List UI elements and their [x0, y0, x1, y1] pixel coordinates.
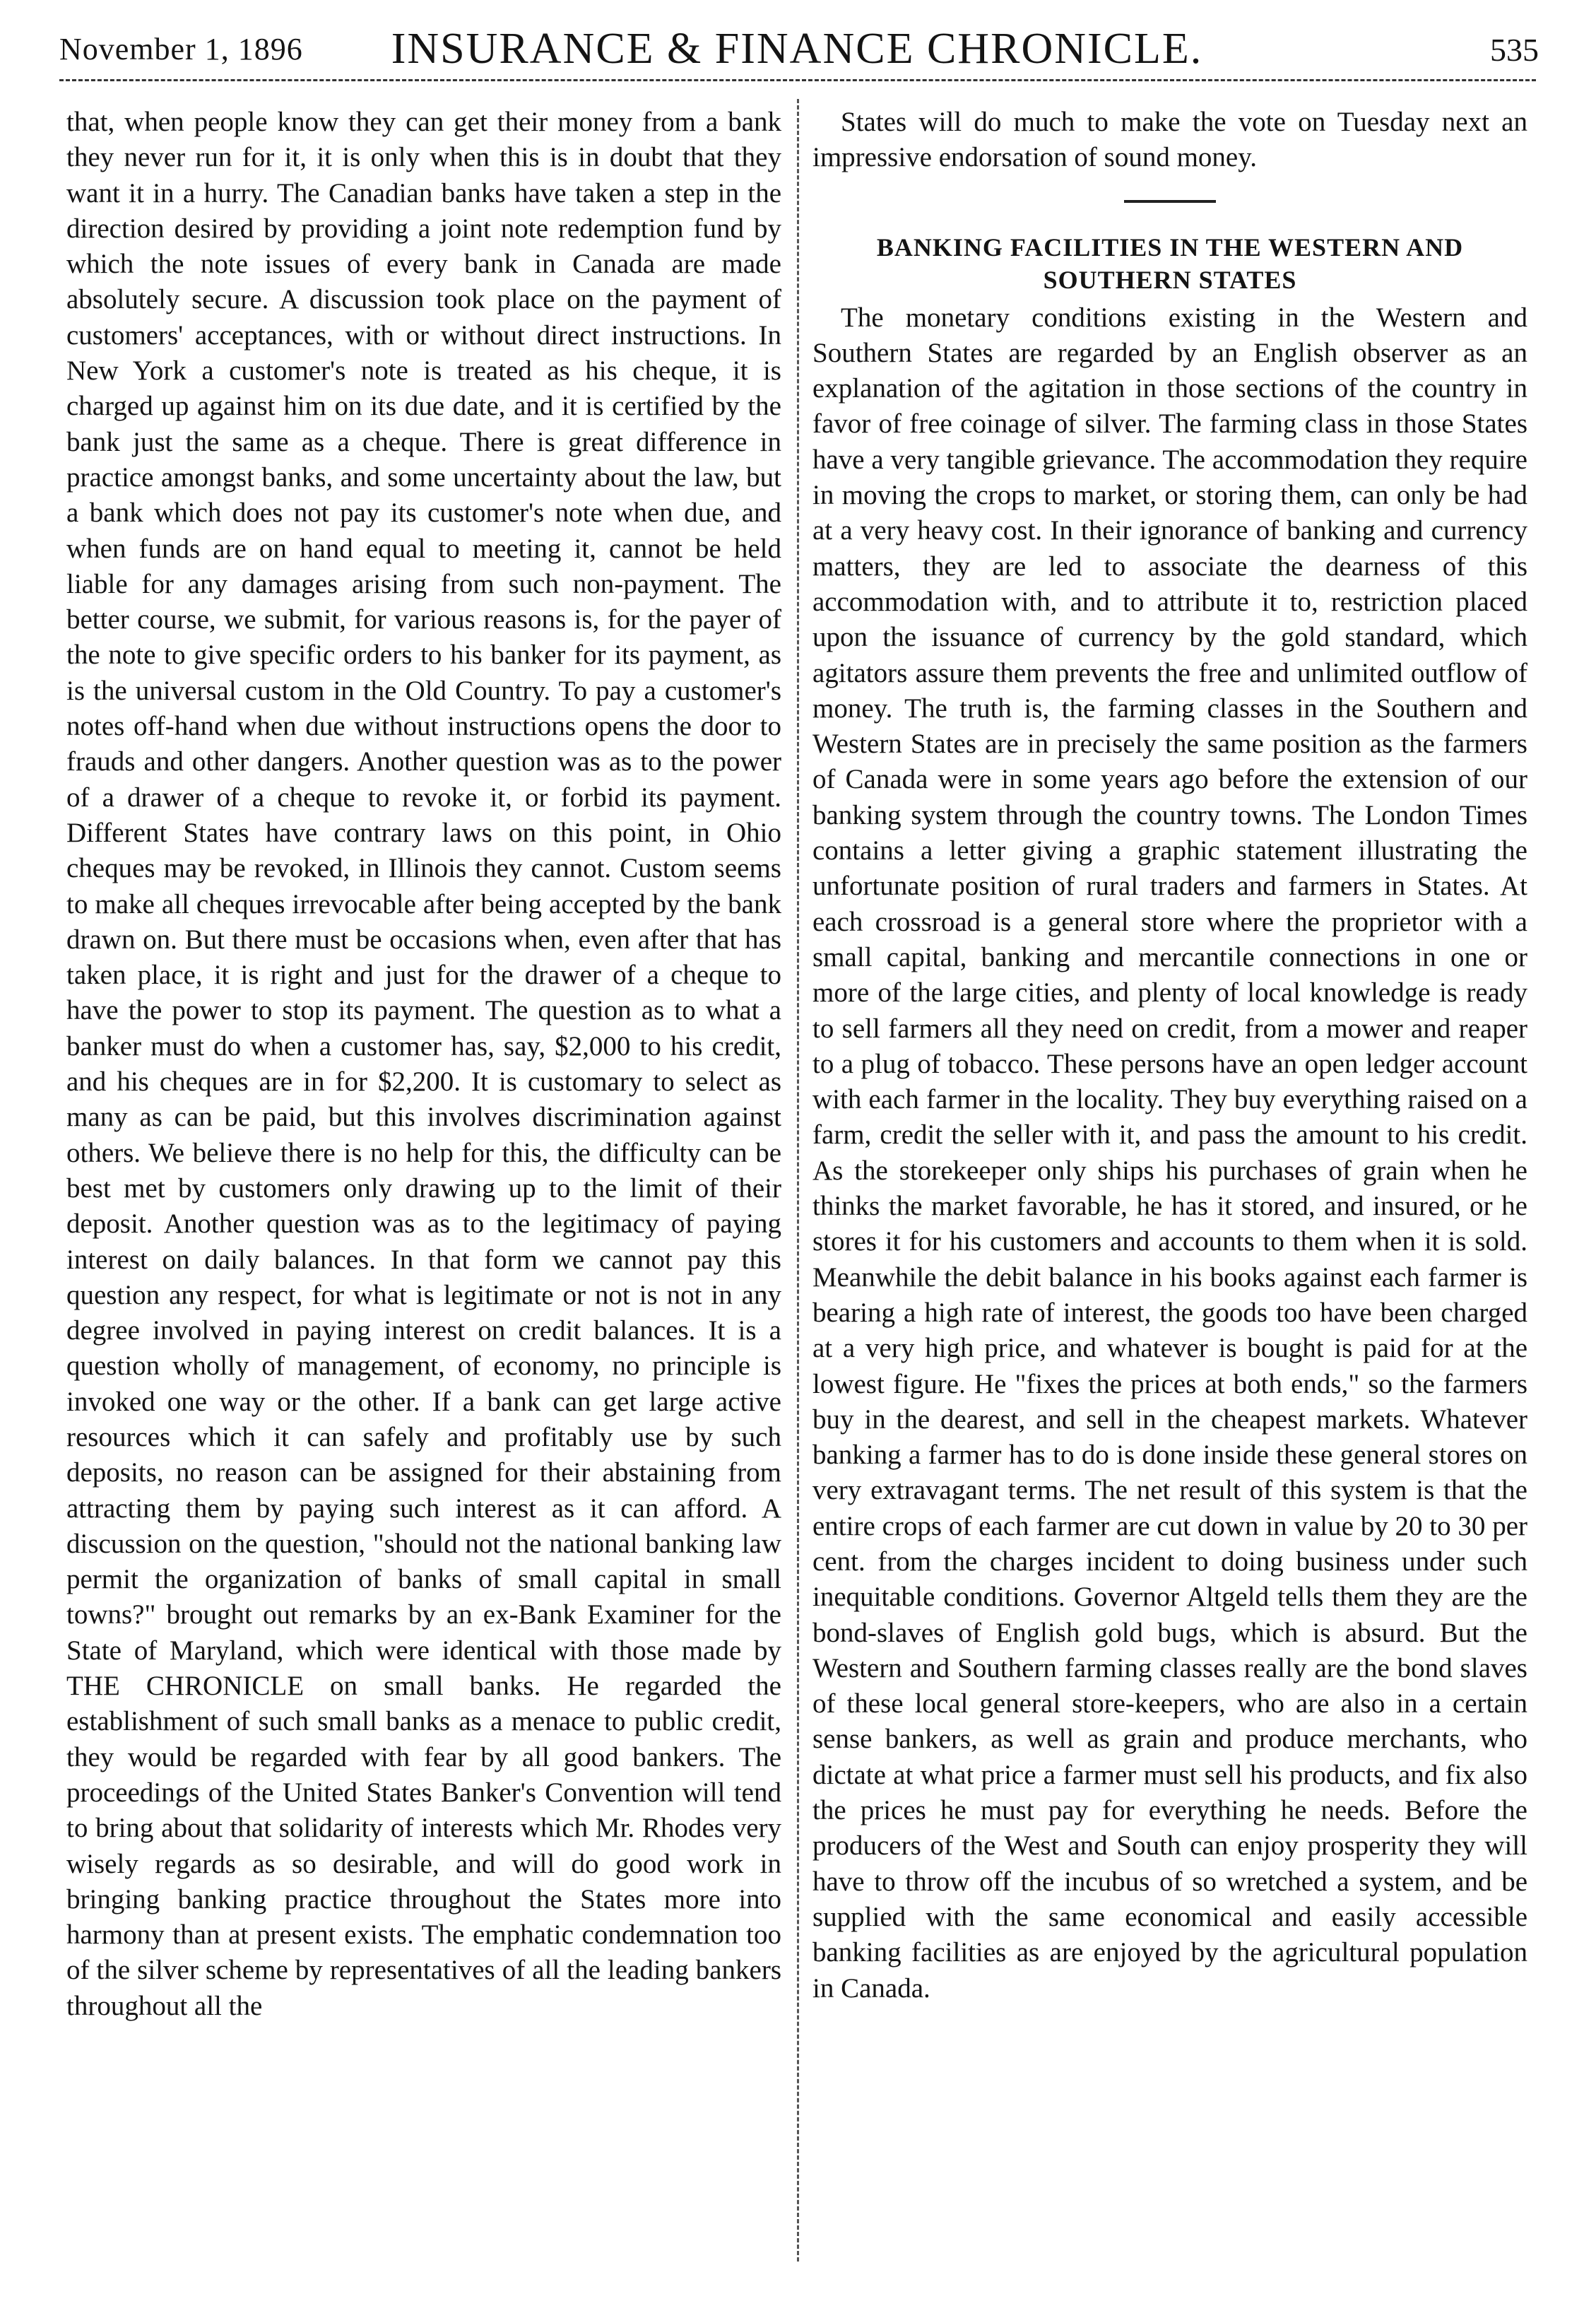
header-rule	[59, 79, 1536, 81]
page-number: 535	[1490, 32, 1539, 68]
article-headline	[812, 231, 1527, 296]
masthead	[55, 24, 1539, 85]
headline-line-2: SOUTHERN STATES	[1043, 265, 1297, 294]
right-column	[812, 105, 1527, 2006]
continuation-paragraph: States will do much to make the vote on Tuesday next an impressive endorsation of sound money.	[812, 107, 1527, 173]
left-column-paragraph: that, when people know they can get their money from a bank they never run for it, it is only when this is in doubt that they want it in a hurry. The Canadian banks have taken a step in the direction desired by providing a joint note redemption fund by which the note issues of every bank in Canada are made absolutely secure. A discussion took place on the payment of customers' acceptances, with or without direct instructions. In New York a customer's note is treated as his cheque, it is charged up against him on its due date, and it is certified by the bank just the same as a cheque. There is great difference in practice amongst banks, and some uncertainty about the law, but a bank which does not pay its customer's note when due, and when funds are on hand equal to meeting it, cannot be held liable for any damages arising from such non-payment. The better course, we submit, for various reasons is, for the payer of the note to give specific orders to his banker for its payment, as is the universal custom in the Old Country. To pay a customer's notes off-hand when due without instructions opens the door to frauds and other dangers. Another question was as to the power of a drawer of a cheque to revoke it, or forbid its payment. Different States have contrary laws on this point, in Ohio cheques may be revoked, in Illinois they cannot. Custom seems to make all cheques irrevocable after being accepted by the bank drawn on. But there must be occasions when, even after that has taken place, it is right and just for the drawer of a cheque to have the power to stop its payment. The question as to what a banker must do when a customer has, say, $2,000 to his credit, and his cheques are in for $2,200. It is customary to select as many as can be paid, but this involves discrimination against others. We believe there is no help for this, the difficulty can be best met by customers only drawing up to the limit of their deposit. Another question was as to the legitimacy of paying interest on daily balances. In that form we cannot pay this question any respect, for what is legitimate or not is not in any degree involved in paying interest on credit balances. It is a question wholly of management, of economy, no principle is invoked one way or the other. If a bank can get large active resources which it can safely and profitably use by such deposits, no reason can be assigned for their abstaining from attracting them by paying such interest as it can afford. A discussion on the question, "should not the national banking law permit the organization of banks of small capital in small towns?" brought out remarks by an ex-Bank Examiner for the State of Maryland, which were identical with those made by THE CHRONICLE on small banks. He regarded the establishment of such small banks as a menace to public credit, they would be regarded with fear by all good bankers. The proceedings of the United States Banker's Convention will tend to bring about that solidarity of interests which Mr. Rhodes very wisely regards as so desirable, and will do good work in bringing banking practice throughout the States more into harmony than at present exists. The emphatic condemnation too of the silver scheme by representatives of all the leading bankers throughout all the	[66, 107, 781, 2021]
headline-line-1: BANKING FACILITIES IN THE WESTERN AND	[876, 233, 1464, 261]
section-rule	[1124, 200, 1216, 203]
left-column	[66, 105, 781, 2024]
publication-title: INSURANCE & FINANCE CHRONICLE.	[391, 25, 1203, 73]
issue-date: November 1, 1896	[59, 32, 303, 66]
column-divider	[797, 99, 799, 2262]
article-body: The monetary conditions existing in the Western and Southern States are regarded by an English observer as an explanation of the agitation in those sections of the country in favor of free coinage of silver. The farming class in those States have a very tangible grievance. The accommodation they require in moving the crops to market, or storing them, can only be had at a very heavy cost. In their ignorance of banking and currency matters, they are led to associate the dearness of this accommodation with, and to attribute it to, restriction placed upon the issuance of currency by the gold standard, which agitators assure them prevents the free and unlimited outflow of money. The truth is, the farming classes in the Southern and Western States are in precisely the same position as the farmers of Canada were in some years ago before the extension of our banking system through the country towns. The London Times contains a letter giving a graphic statement illustrating the unfortunate position of rural traders and farmers in States. At each crossroad is a general store where the proprietor with a small capital, banking and mercantile connections in one or more of the large cities, and plenty of local knowledge is ready to sell farmers all they need on credit, from a mower and reaper to a plug of tobacco. These persons have an open ledger account with each farmer in the locality. They buy everything raised on a farm, credit the seller with it, and pass the amount to his credit. As the storekeeper only ships his purchases of grain when he thinks the market favorable, he has it stored, and insured, or he stores it for his customers and accounts to them when it is sold. Meanwhile the debit balance in his books against each farmer is bearing a high rate of interest, the goods too have been charged at a very high price, and whatever is bought is paid for at the lowest figure. He "fixes the prices at both ends," so the farmers buy in the dearest, and sell in the cheapest markets. Whatever banking a farmer has to do is done inside these general stores on very extravagant terms. The net result of this system is that the entire crops of each farmer are cut down in value by 20 to 30 per cent. from the charges incident to doing business under such inequitable conditions. Governor Altgeld tells them they are the bond-slaves of English gold bugs, which is absurd. But the Western and Southern farming classes really are the bond slaves of these local general store-keepers, who are also in a certain sense bankers, as well as grain and produce merchants, who dictate at what price a farmer must sell his products, and fix also the prices he must pay for everything he needs. Before the producers of the West and South can enjoy prosperity they will have to throw off the incubus of so wretched a system, and be supplied with the same economical and easily accessible banking facilities as are enjoyed by the agricultural population in Canada.	[812, 302, 1527, 2004]
